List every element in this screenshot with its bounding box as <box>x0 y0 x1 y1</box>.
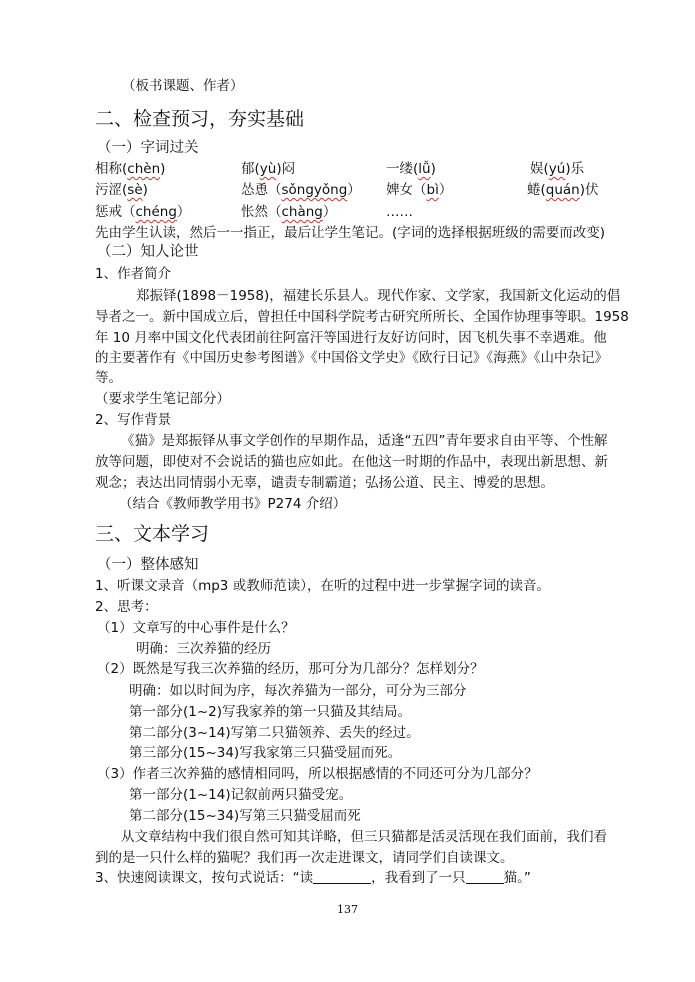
vocab-note: 先由学生认读，然后一一指正，最后让学生笔记。(字词的选择根据班级的需要而改变) <box>95 225 606 241</box>
page-number: 137 <box>337 903 358 916</box>
question-1: （1）文章写的中心事件是什么？ <box>97 620 295 636</box>
background-label: 2、写作背景 <box>95 412 172 428</box>
vocab-item: 怂恿（sǒngyǒng） <box>241 182 361 198</box>
vocab-item: 娱(yú)乐 <box>530 161 585 177</box>
author-paragraph-line: 等。 <box>95 370 122 386</box>
vocab-subheading: （一）字词过关 <box>97 140 199 156</box>
fill-in-blank <box>466 869 504 884</box>
vocab-item: 污涩(sè) <box>95 182 148 198</box>
section-2-heading: 二、检查预习，夯实基础 <box>95 108 305 130</box>
transition-paragraph-line: 从文章结构中我们很自然可知其详略，但三只猫都是活灵活现在我们面前，我们看 <box>121 829 607 845</box>
vocab-item: 相称(chèn) <box>95 161 166 177</box>
vocab-item: 婢女（bì） <box>386 182 453 198</box>
board-title-note: （板书课题、作者） <box>122 78 244 94</box>
answer-3-part: 第二部分(15~34)写第三只猫受屈而死 <box>129 808 361 824</box>
answer-2-part: 第二部分(3~14)写第二只猫领养、丢失的经过。 <box>129 725 420 741</box>
answer-2-part: 第三部分(15~34)写我家第三只猫受屈而死。 <box>129 745 402 761</box>
background-paragraph-line: 《猫》是郑振铎从事文学创作的早期作品，适逢“五四”青年要求自由平等、个性解 <box>121 433 608 449</box>
vocab-item: 一缕(lǚ) <box>386 161 436 177</box>
vocab-item: …… <box>386 204 413 220</box>
author-paragraph-line: 郑振铎(1898－1958)，福建长乐县人。现代作家、文学家，我国新文化运动的倡 <box>136 288 621 304</box>
vocab-item: 惩戒（chéng） <box>95 204 191 220</box>
speaking-task: 3、快速阅读课文，按句式说话：“读 ，我看到了一只 猫。” <box>95 870 531 886</box>
fill-in-blank <box>313 869 371 884</box>
overall-perception-subheading: （一）整体感知 <box>97 557 199 573</box>
author-paragraph-line: 导者之一。新中国成立后，曾担任中国科学院考古研究所所长、全国作协理事等职。1958 <box>95 309 629 325</box>
author-context-subheading: （二）知人论世 <box>97 244 199 260</box>
listen-instruction: 1、听课文录音（mp3 或教师范读），在听的过程中进一步掌握字词的读音。 <box>95 578 550 594</box>
author-intro-label: 1、作者简介 <box>95 266 172 282</box>
transition-paragraph-line: 到的是一只什么样的猫呢？我们再一次走进课文，请同学们自读课文。 <box>95 850 514 866</box>
question-3: （3）作者三次养猫的感情相同吗，所以根据感情的不同还可分为几部分？ <box>97 766 538 782</box>
think-label: 2、思考： <box>95 599 158 615</box>
question-2: （2）既然是写我三次养猫的经历，那可分为几部分？怎样划分？ <box>97 661 484 677</box>
section-3-heading: 三、文本学习 <box>95 523 210 545</box>
answer-2-part: 第一部分(1~2)写我家养的第一只猫及其结局。 <box>129 704 412 720</box>
background-paragraph-line: 放等问题，即使对不会说话的猫也应如此。在他这一时期的作品中，表现出新思想、新 <box>95 454 608 470</box>
author-note: （要求学生笔记部分） <box>95 391 230 407</box>
answer-1: 明确：三次养猫的经历 <box>136 641 271 657</box>
author-paragraph-line: 年 10 月率中国文化代表团前往阿富汗等国进行友好访问时，因飞机失事不幸遇难。他 <box>95 330 607 346</box>
answer-3-part: 第一部分(1~14)记叙前两只猫受宠。 <box>129 787 353 803</box>
vocab-item: 郁(yù)闷 <box>241 161 296 177</box>
vocab-item: 蜷(quán)伏 <box>527 182 599 198</box>
background-paragraph-line: 观念；表达出同情弱小无辜，谴责专制霸道；弘扬公道、民主、博爱的思想。 <box>95 475 554 491</box>
answer-2: 明确：如以时间为序，每次养猫为一部分，可分为三部分 <box>129 683 467 699</box>
background-reference: （结合《教师教学用书》P274 介绍） <box>119 496 347 512</box>
author-paragraph-line: 的主要著作有《中国历史参考图谱》《中国俗文学史》《欧行日记》《海燕》《山中杂记》 <box>95 350 608 366</box>
vocab-item: 怅然（chàng） <box>241 204 337 220</box>
